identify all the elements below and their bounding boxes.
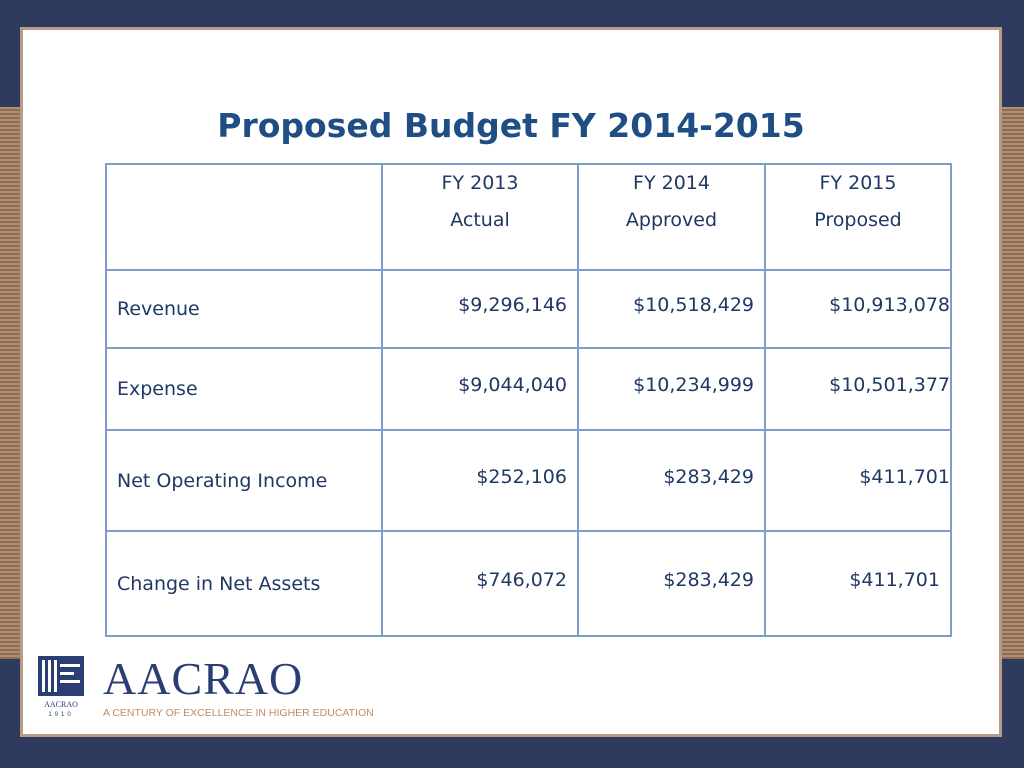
aacrao-logo — [36, 650, 381, 722]
logo-tagline: A CENTURY OF EXCELLENCE IN HIGHER EDUCATION — [103, 707, 374, 719]
header-cell-empty — [106, 164, 382, 270]
logo-wordmark: AACRAO — [103, 653, 304, 704]
value-cell — [765, 270, 951, 348]
row-label: Change in Net Assets — [106, 531, 382, 636]
header-year: FY 2014 — [633, 172, 710, 194]
value-cell — [578, 270, 765, 348]
table-row — [106, 348, 951, 430]
value-cell — [382, 348, 578, 430]
value-cell — [765, 430, 951, 531]
value-cell — [382, 270, 578, 348]
row-label: Revenue — [106, 270, 382, 348]
table-row — [106, 531, 951, 636]
value-cell — [765, 531, 951, 636]
value: $283,429 — [663, 465, 754, 488]
slide — [20, 27, 1002, 737]
aacrao-emblem-icon — [36, 654, 86, 720]
emblem-year: 1910 — [48, 712, 74, 718]
value: $252,106 — [476, 465, 567, 488]
value: $9,296,146 — [458, 294, 567, 316]
value-cell — [765, 348, 951, 430]
table-row — [106, 430, 951, 531]
value: $283,429 — [663, 568, 754, 591]
value: $10,501,377 — [829, 374, 950, 396]
value: $10,913,078 — [829, 294, 950, 316]
value: $411,701 — [859, 465, 950, 488]
value: $746,072 — [476, 568, 567, 591]
header-cell-fy2015 — [765, 164, 951, 270]
row-label: Net Operating Income — [106, 430, 382, 531]
header-year: FY 2015 — [819, 172, 897, 194]
value: $10,234,999 — [633, 374, 754, 396]
row-label: Expense — [106, 348, 382, 430]
header-type: Approved — [625, 209, 718, 231]
header-type: Proposed — [814, 209, 902, 231]
header-cell-fy2013 — [382, 164, 578, 270]
value-cell — [578, 531, 765, 636]
value: $9,044,040 — [458, 374, 567, 396]
header-cell-fy2014 — [578, 164, 765, 270]
value-cell — [578, 430, 765, 531]
table-header-row — [106, 164, 951, 270]
value-cell — [382, 531, 578, 636]
value: $10,518,429 — [633, 294, 754, 316]
emblem-name: AACRAO — [44, 700, 78, 709]
slide-title: Proposed Budget FY 2014-2015 — [217, 106, 805, 145]
value-cell — [578, 348, 765, 430]
value: $411,701 — [849, 568, 940, 591]
table-row — [106, 270, 951, 348]
header-year: FY 2013 — [441, 172, 519, 194]
value-cell — [382, 430, 578, 531]
header-type: Actual — [450, 209, 510, 231]
budget-table — [105, 163, 952, 637]
